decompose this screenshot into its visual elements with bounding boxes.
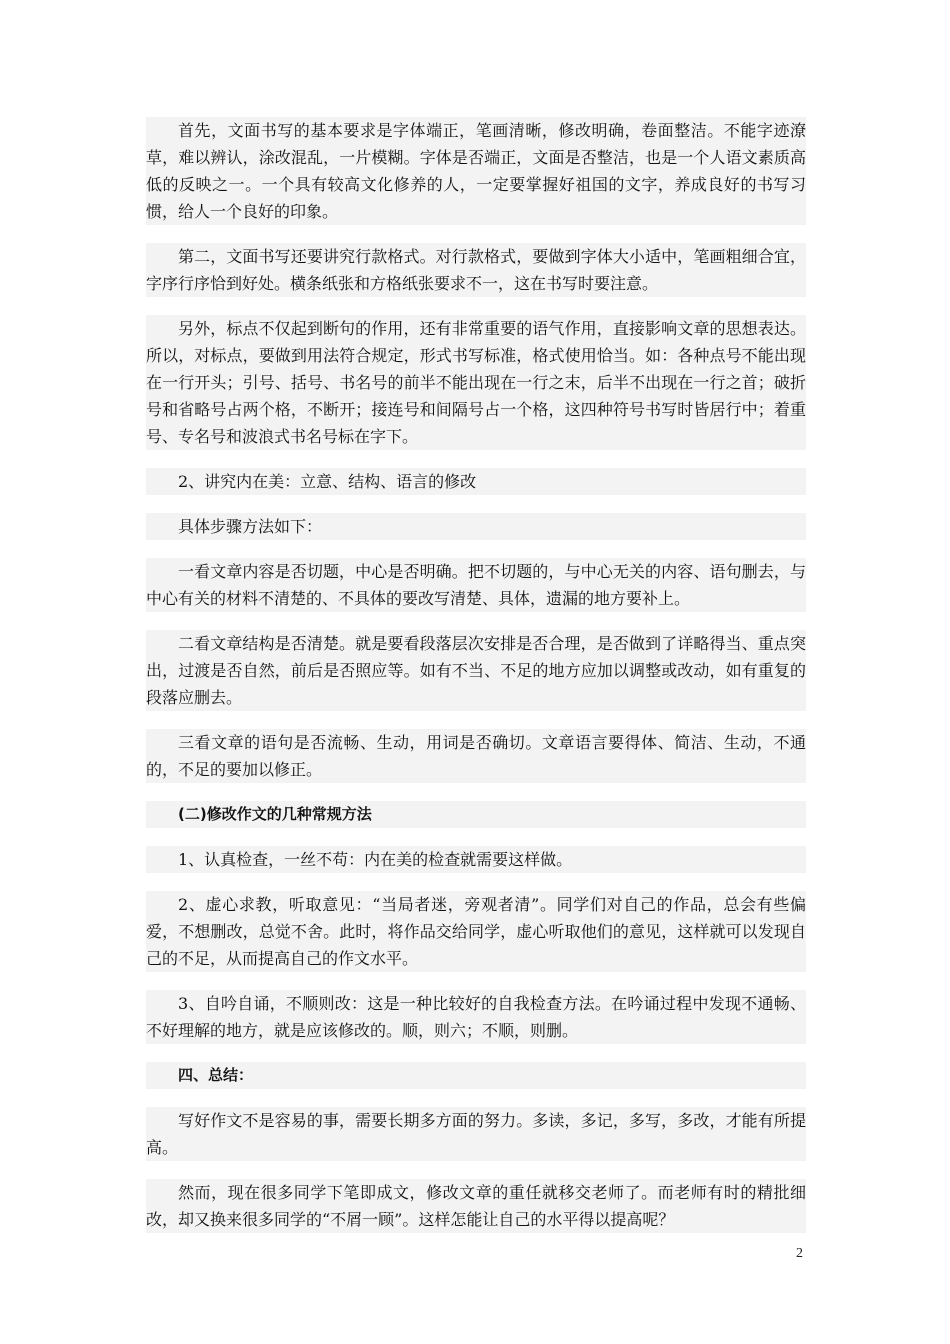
paragraph-method-3: 3、自吟自诵，不顺则改：这是一种比较好的自我检查方法。在吟诵过程中发现不通畅、不好理解的地方，就是应该修改的。顺，则六；不顺，则删。 (146, 990, 806, 1044)
document-body (146, 117, 806, 1251)
paragraph-check-structure: 二看文章结构是否清楚。就是要看段落层次安排是否合理，是否做到了详略得当、重点突出，过渡是否自然，前后是否照应等。如有不当、不足的地方应加以调整或改动，如有重复的段落应删去。 (146, 630, 806, 711)
section-heading-summary: 四、总结： (146, 1062, 806, 1089)
section-heading-methods: (二)修改作文的几种常规方法 (146, 801, 806, 828)
subheading-inner-beauty: 2、讲究内在美：立意、结构、语言的修改 (146, 468, 806, 495)
paragraph-handwriting-basics: 首先，文面书写的基本要求是字体端正，笔画清晰，修改明确，卷面整洁。不能字迹潦草，难以辨认，涂改混乱，一片模糊。字体是否端正，文面是否整洁，也是一个人语文素质高低的反映之一。一个具有较高文化修养的人，一定要掌握好祖国的文字，养成良好的书写习惯，给人一个良好的印象。 (146, 117, 806, 225)
paragraph-punctuation: 另外，标点不仅起到断句的作用，还有非常重要的语气作用，直接影响文章的思想表达。所以，对标点，要做到用法符合规定，形式书写标准，格式使用恰当。如：各种点号不能出现在一行开头；引号、括号、书名号的前半不能出现在一行之末，后半不出现在一行之首；破折号和省略号占两个格，不断开；接连号和间隔号占一个格，这四种符号书写时皆居行中；着重号、专名号和波浪式书名号标在字下。 (146, 315, 806, 450)
paragraph-layout-format: 第二，文面书写还要讲究行款格式。对行款格式，要做到字体大小适中，笔画粗细合宜，字序行序恰到好处。横条纸张和方格纸张要求不一，这在书写时要注意。 (146, 243, 806, 297)
paragraph-check-content: 一看文章内容是否切题，中心是否明确。把不切题的，与中心无关的内容、语句删去，与中心有关的材料不清楚的、不具体的要改写清楚、具体，遗漏的地方要补上。 (146, 558, 806, 612)
page-number: 2 (796, 1246, 803, 1261)
paragraph-method-2: 2、虚心求教，听取意见：“当局者迷，旁观者清”。同学们对自己的作品，总会有些偏爱，不想删改，总觉不舍。此时，将作品交给同学，虚心听取他们的意见，这样就可以发现自己的不足，从而提高自己的作文水平。 (146, 891, 806, 972)
paragraph-summary-1: 写好作文不是容易的事，需要长期多方面的努力。多读，多记，多写，多改，才能有所提高。 (146, 1107, 806, 1161)
paragraph-steps-intro: 具体步骤方法如下： (146, 513, 806, 540)
paragraph-method-1: 1、认真检查，一丝不苟：内在美的检查就需要这样做。 (146, 846, 806, 873)
paragraph-check-language: 三看文章的语句是否流畅、生动，用词是否确切。文章语言要得体、简洁、生动，不通的，不足的要加以修正。 (146, 729, 806, 783)
paragraph-summary-2: 然而，现在很多同学下笔即成文，修改文章的重任就移交老师了。而老师有时的精批细改，却又换来很多同学的“不屑一顾”。这样怎能让自己的水平得以提高呢？ (146, 1179, 806, 1233)
